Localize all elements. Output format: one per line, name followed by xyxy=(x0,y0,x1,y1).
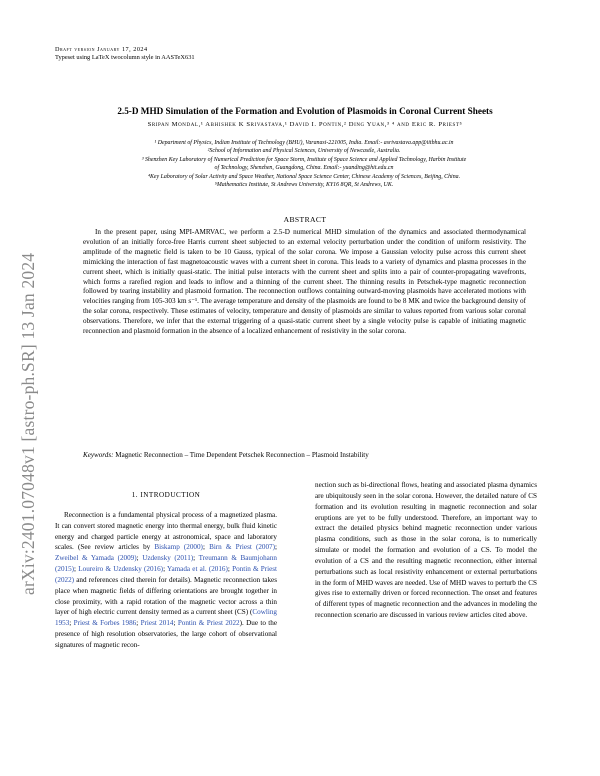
citation-link[interactable]: Priest & Forbes 1986 xyxy=(73,619,137,628)
affiliation-4: ⁴Key Laboratory of Solar Activity and Space Weather, National Space Science Center, Chinese Academy of Sciences, Beijing, China. xyxy=(147,173,461,180)
affiliation-2: ²School of Information and Physical Sciences, University of Newcastle, Australia. xyxy=(207,148,401,155)
affiliation-3: ³ Shenzhen Key Laboratory of Numerical Prediction for Space Storm, Institute of Space Science and Applied Technology, Harbin Institute xyxy=(141,156,467,163)
arxiv-sidebar xyxy=(0,0,40,776)
keywords xyxy=(83,451,526,461)
citation-link[interactable]: Biskamp (2000) xyxy=(154,543,203,552)
citation-link[interactable]: Yamada et al. (2016) xyxy=(167,565,228,574)
citation-link[interactable]: Loureiro & Uzdensky (2016) xyxy=(78,565,164,574)
affiliations xyxy=(48,139,560,189)
paper-title: 2.5-D MHD Simulation of the Formation and Evolution of Plasmoids in Coronal Current Sheets xyxy=(117,106,493,116)
keywords-label: Keywords: xyxy=(83,451,114,459)
draft-header xyxy=(55,46,195,62)
citation-link[interactable]: Pontin & Priest 2022 xyxy=(177,619,240,628)
citation-link[interactable]: Uzdensky (2011) xyxy=(142,554,194,563)
left-column xyxy=(55,490,277,651)
keywords-list: Magnetic Reconnection – Time Dependent Petschek Reconnection – Plasmoid Instability xyxy=(113,451,369,459)
draft-version: Draft version January 17, 2024 xyxy=(55,46,148,53)
citation-link[interactable]: Treumann & Baumjohann (2015) xyxy=(55,554,277,574)
abstract-heading: ABSTRACT xyxy=(283,215,327,224)
intro-paragraph: Reconnection is a fundamental physical process of a magnetized plasma. It can convert stored magnetic energy into thermal energy, bulk fluid kinetic energy and charged particle energy at astronomical, space and laboratory scales. (See review articles by Biskamp (2000); Birn & Priest (2007); Zweibel & Yamada (2009); Uzdensky (2011); Treumann & Baumjohann (2015); Loureiro & Uzdensky (2016); Yamada et al. (2016); Pontin & Priest (2022) and references cited therein for details). Magnetic reconnection takes place when magnetic fields of differing orientations are brought together in close proximity, with a rapid rotation of the magnetic vector across a thin layer of high electric current density termed as a current sheet (CS) (Cowling 1953; Priest & Forbes 1986; Priest 2014; Pontin & Priest 2022). Due to the presence of high resolution observatories, the large cohort of observational signatures of magnetic recon- xyxy=(55,510,278,649)
affiliation-1: ¹ Department of Physics, Indian Institute of Technology (BHU), Varanasi-221005, India. Email:- asrivastava.app@iitbhu.ac.in xyxy=(154,140,454,146)
abstract-text: In the present paper, using MPI-AMRVAC, we perform a 2.5-D numerical MHD simulation of the dynamics and associated thermodynamical evolution of an initially force-free Harris current sheet subjected to an external velocity perturbation under the condition of uniform resistivity. The amplitude of the magnetic field is taken to be 10 Gauss, typical of the solar corona. We impose a Gaussian velocity pulse across this current sheet mimicking the interaction of fast magnetoacoustic waves with a current sheet in corona. This leads to a variety of dynamics and plasma processes in the current sheet, which is initially quasi-static. The initial pulse interacts with the current sheet and splits into a pair of counter-propagating wavefronts, which forms a rarefied region and leads to inflow and a thinning of the current sheet. The thinning results in Petschek-type magnetic reconnection followed by tearing instability and plasmoid formation. The reconnection outflows containing outward-moving plasmoids have accelerated motions with velocities ranging from 105-303 km s⁻¹. The average temperature and density of the plasmoids are found to be 8 MK and twice the background density of the solar corona, respectively. These estimates of velocity, temperature and density of plasmoids are similar to values reported from various solar coronal observations. Therefore, we infer that the external triggering of a quasi-static current sheet by a single velocity pulse is capable of initiating magnetic reconnection and plasmoid formation in the absence of a localized enhancement of resistivity in the solar corona. xyxy=(83,228,526,336)
affiliation-3-cont: of Technology, Shenzhen, Guangdong, China. Email:- yuanding@hit.edu.cn xyxy=(214,165,394,172)
citation-link[interactable]: Birn & Priest (2007) xyxy=(209,543,276,552)
citation-link[interactable]: Priest 2014 xyxy=(140,619,174,628)
citation-link[interactable]: Cowling 1953 xyxy=(55,608,277,628)
typeset-note: Typeset using LaTeX twocolumn style in AASTeX631 xyxy=(55,54,195,61)
section-heading-introduction: 1. INTRODUCTION xyxy=(131,491,201,499)
citation-link[interactable]: Pontin & Priest (2022) xyxy=(55,565,278,584)
citation-link[interactable]: Zweibel & Yamada (2009) xyxy=(55,554,137,563)
intro-paragraph-continued: nection such as bi-directional flows, heating and associated plasma dynamics are ubiquitously seen in the solar corona. However, the detailed nature of CS formation and its evolution resulting in magnetic reconnection and solar eruptions are yet to be fully understood. Therefore, an important way to extract the detailed physics behind magnetic reconnection under various plasma conditions, such as those in the solar corona, is to numerically simulate or model the formation and evolution of a CS. To model the evolution of a CS and the resulting magnetic reconnection, either internal perturbations such as local resistivity enhancement or external perturbations in the form of MHD waves are needed. Use of MHD waves to perturb the CS gives rise to externally driven or forced reconnection. The onset and features of different types of magnetic reconnection and the advances in modeling the reconnection scenario are discussed in various review articles cited above. xyxy=(315,481,537,620)
arxiv-identifier[interactable]: arXiv:2401.07048v1 [astro-ph.SR] 13 Jan 2024 xyxy=(18,252,38,595)
right-column xyxy=(315,480,537,621)
affiliation-5: ⁵Mathematics Institute, St Andrews University, KY16 8QR, St Andrews, UK. xyxy=(214,182,394,189)
author-list: Sripan Mondal,¹ Abhishek K Srivastava,¹ David I. Pontin,² Ding Yuan,³ ⁴ and Eric R. Priest⁵ xyxy=(147,121,463,128)
